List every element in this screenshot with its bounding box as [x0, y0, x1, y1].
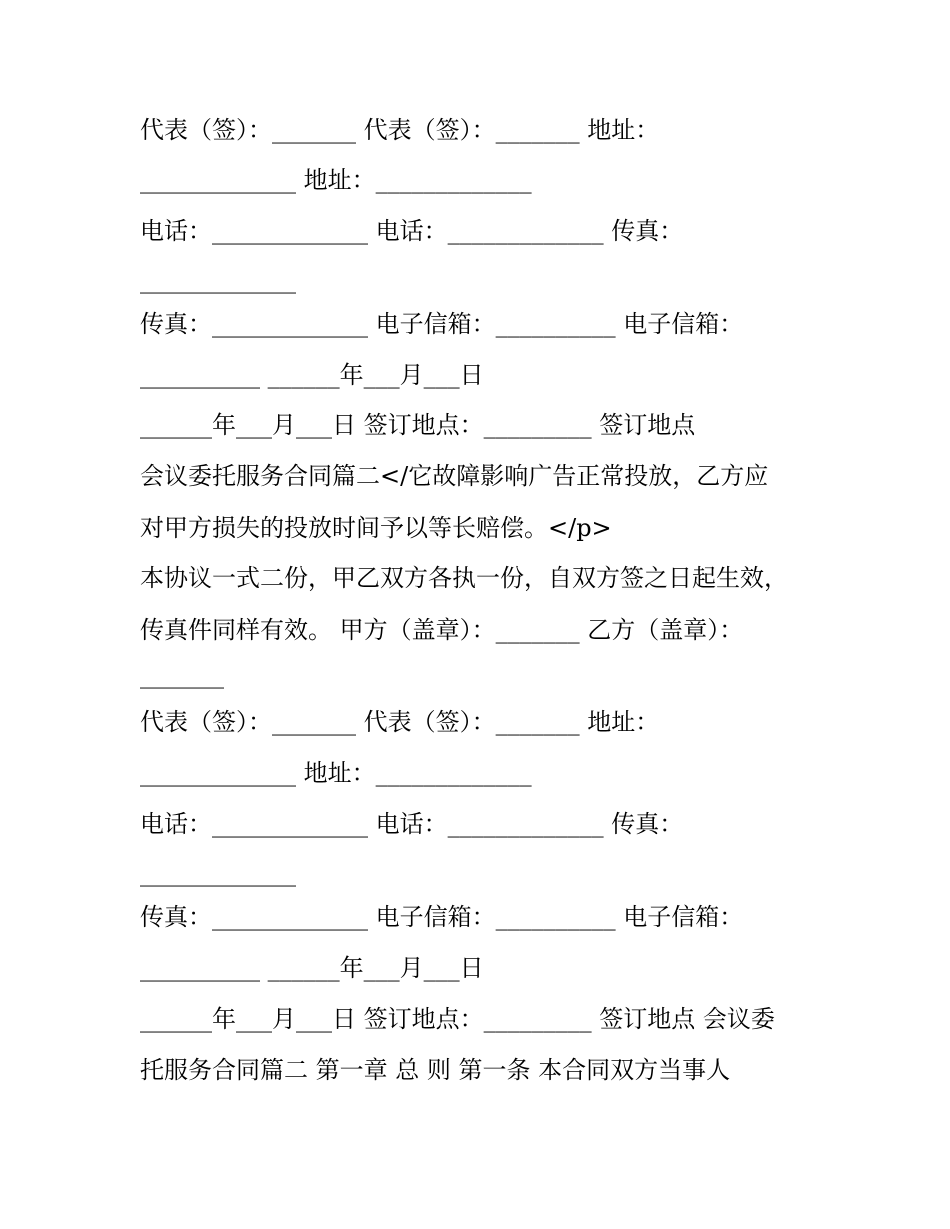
text-line: _____________ 地址：_____________	[140, 166, 532, 194]
text-line: 托服务合同篇二 第一章 总 则 第一条 本合同双方当事人	[140, 1056, 731, 1084]
text-line: 电话：_____________ 电话：_____________ 传真：	[140, 810, 684, 838]
text-line: 代表（签）：_______ 代表（签）：_______ 地址：	[140, 708, 660, 736]
text-line: _____________ 地址：_____________	[140, 759, 532, 787]
text-line: 代表（签）：_______ 代表（签）：_______ 地址：	[140, 116, 660, 144]
text-line: _______	[140, 661, 224, 689]
text-line: 对甲方损失的投放时间予以等长赔偿。</p>	[140, 514, 612, 542]
text-line: 本协议一式二份，甲乙双方各执一份，自双方签之日起生效，	[140, 564, 788, 592]
text-line: 传真件同样有效。 甲方（盖章）：_______ 乙方（盖章）：	[140, 616, 744, 644]
text-line: 传真：_____________ 电子信箱：__________ 电子信箱：	[140, 903, 744, 931]
text-line: 电话：_____________ 电话：_____________ 传真：	[140, 217, 684, 245]
text-line: __________ ______年___月___日	[140, 361, 484, 389]
text-line: ______年___月___日 签订地点：_________ 签订地点	[140, 411, 696, 439]
text-line: _____________	[140, 859, 296, 887]
text-line: 传真：_____________ 电子信箱：__________ 电子信箱：	[140, 310, 744, 338]
text-line: _____________	[140, 266, 296, 294]
text-line: __________ ______年___月___日	[140, 954, 484, 982]
text-line: 会议委托服务合同篇二</它故障影响广告正常投放，乙方应	[140, 462, 769, 490]
text-line: ______年___月___日 签订地点：_________ 签订地点 会议委	[140, 1005, 775, 1033]
